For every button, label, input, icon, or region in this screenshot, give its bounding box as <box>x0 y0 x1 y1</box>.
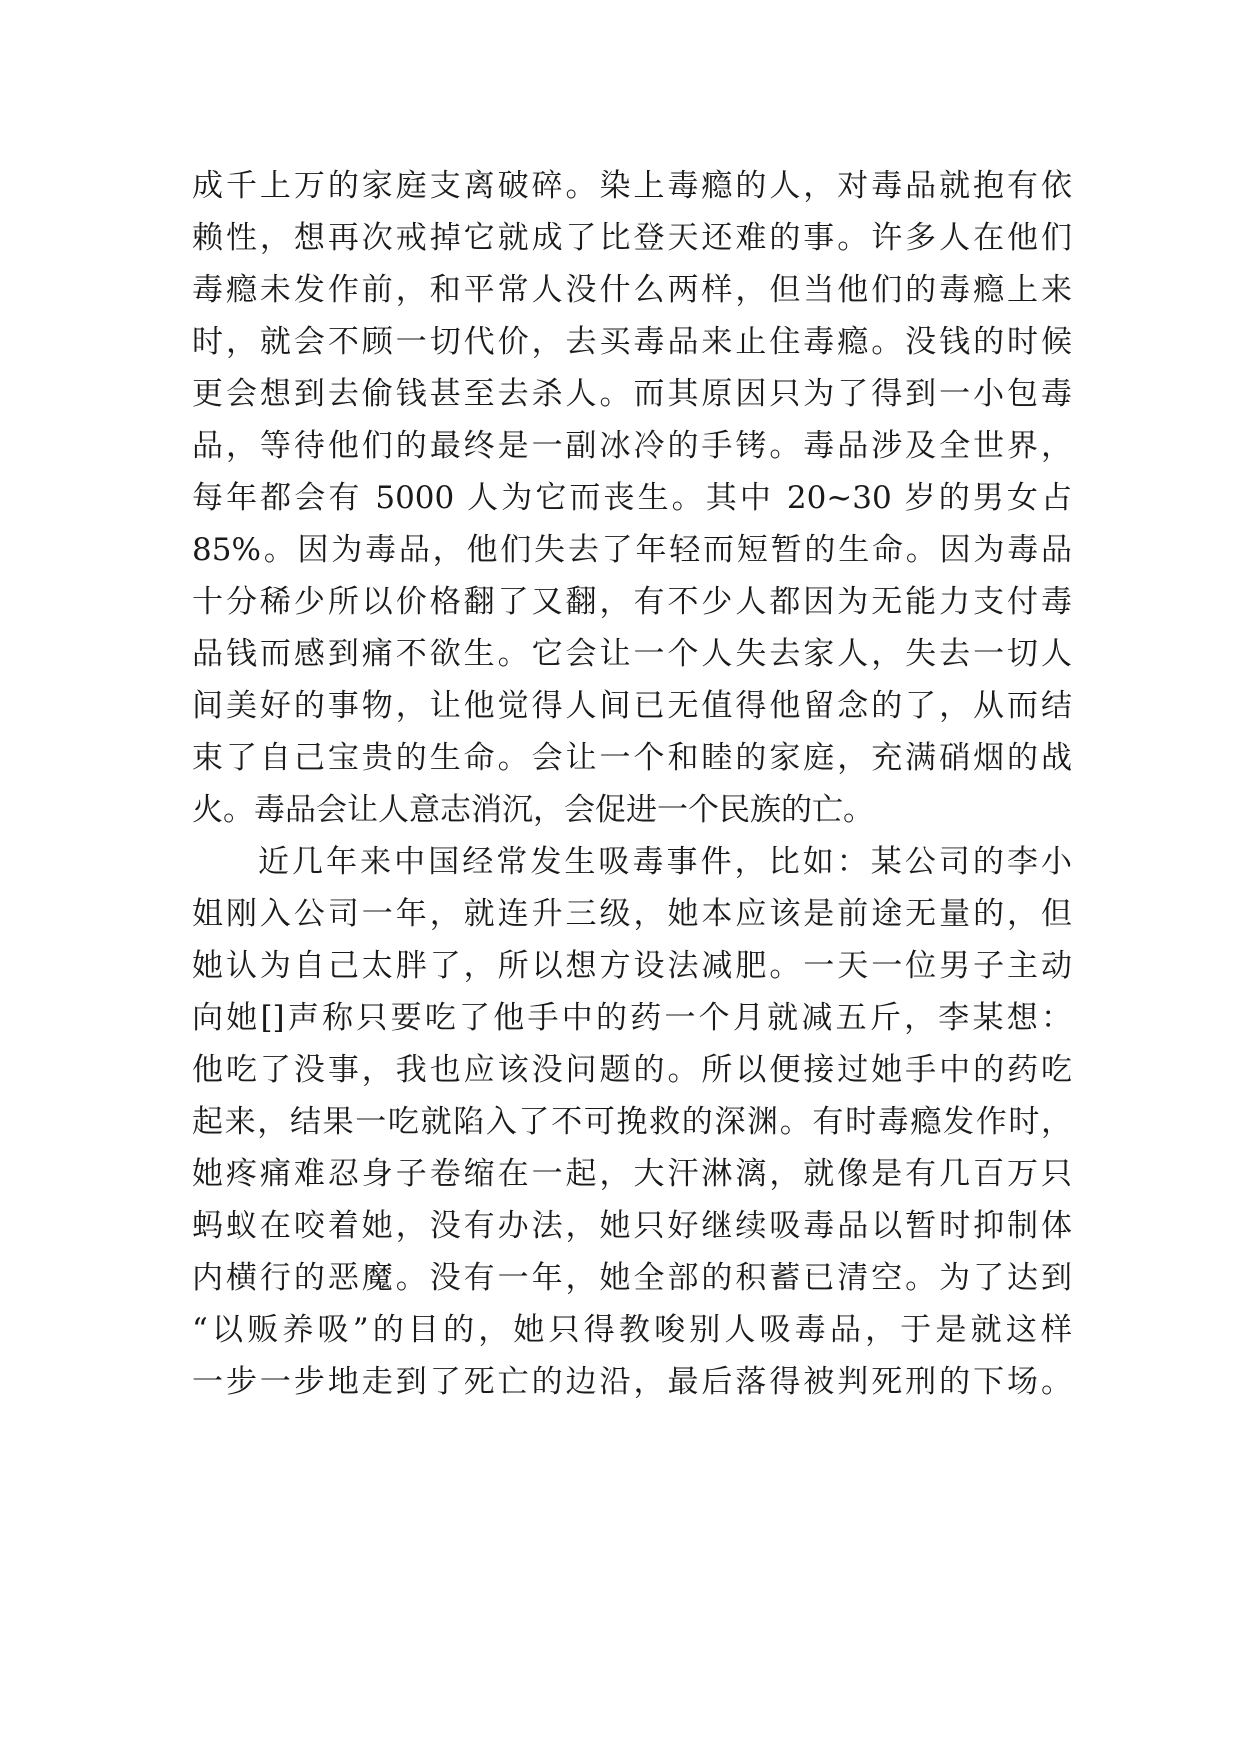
text-line: 一步一步地走到了死亡的边沿，最后落得被判死刑的下场。 <box>192 1364 1072 1400</box>
text-line: 蚂蚁在咬着她，没有办法，她只好继续吸毒品以暂时抑制体 <box>192 1208 1072 1244</box>
text-line: 间美好的事物，让他觉得人间已无值得他留念的了，从而结 <box>192 688 1072 724</box>
text-line: 成千上万的家庭支离破碎。染上毒瘾的人，对毒品就抱有依 <box>192 168 1072 204</box>
text-line: 品，等待他们的最终是一副冰冷的手铐。毒品涉及全世界， <box>192 428 1072 464</box>
text-line: 他吃了没事，我也应该没问题的。所以便接过她手中的药吃 <box>192 1052 1072 1088</box>
text-line: 十分稀少所以价格翻了又翻，有不少人都因为无能力支付毒 <box>192 584 1072 620</box>
text-line: 内横行的恶魔。没有一年，她全部的积蓄已清空。为了达到 <box>192 1260 1072 1296</box>
paragraph-2 <box>192 836 1072 1408</box>
text-line: 每年都会有 5000 人为它而丧生。其中 20~30 岁的男女占 <box>192 480 1072 516</box>
text-line: 起来，结果一吃就陷入了不可挽救的深渊。有时毒瘾发作时， <box>192 1104 1072 1140</box>
text-line: 她疼痛难忍身子卷缩在一起，大汗淋漓，就像是有几百万只 <box>192 1156 1072 1192</box>
text-line: 近几年来中国经常发生吸毒事件，比如：某公司的李小 <box>258 844 1072 880</box>
paragraph-1 <box>192 160 1072 836</box>
text-line: 束了自己宝贵的生命。会让一个和睦的家庭，充满硝烟的战 <box>192 740 1072 776</box>
body-text <box>192 160 1072 1408</box>
text-line: 赖性，想再次戒掉它就成了比登天还难的事。许多人在他们 <box>192 220 1072 256</box>
text-line: “以贩养吸”的目的，她只得教唆别人吸毒品，于是就这样 <box>192 1312 1072 1348</box>
text-line: 火。毒品会让人意志消沉，会促进一个民族的亡。 <box>192 792 874 828</box>
text-line: 姐刚入公司一年，就连升三级，她本应该是前途无量的，但 <box>192 896 1072 932</box>
text-line: 85%。因为毒品，他们失去了年轻而短暂的生命。因为毒品 <box>192 532 1072 568</box>
text-line: 品钱而感到痛不欲生。它会让一个人失去家人，失去一切人 <box>192 636 1072 672</box>
text-line: 向她[]声称只要吃了他手中的药一个月就减五斤，李某想： <box>192 1000 1072 1036</box>
text-line: 毒瘾未发作前，和平常人没什么两样，但当他们的毒瘾上来 <box>192 272 1072 308</box>
text-line: 她认为自己太胖了，所以想方设法减肥。一天一位男子主动 <box>192 948 1072 984</box>
text-line: 时，就会不顾一切代价，去买毒品来止住毒瘾。没钱的时候 <box>192 324 1072 360</box>
text-line: 更会想到去偷钱甚至去杀人。而其原因只为了得到一小包毒 <box>192 376 1072 412</box>
